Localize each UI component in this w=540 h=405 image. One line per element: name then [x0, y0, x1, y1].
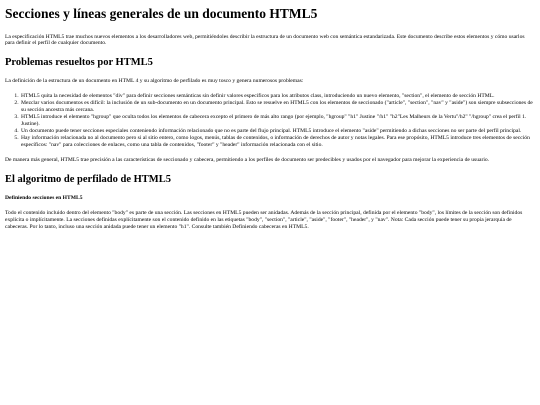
list-item: 2. Mezclar varios documentos es difícil: la inclusión de un sub-documento en un documento principal. Esto se resuelve en HTML5 con los elementos de seccionado ("article", "section", "nav" y "aside") son siempre subsecciones de su sección ancestra más cercana.: [20, 100, 535, 114]
algorithm-heading: El algoritmo de perfilado de HTML5: [5, 173, 171, 185]
problems-heading: Problemas resueltos por HTML5: [5, 57, 153, 69]
list-item: 4. Un documento puede tener secciones especiales conteniendo información relacionado que no es parte del flujo principal. HTML5 introduce el elemento "aside" permitiendo a dichas secciones no ser parte del perfil principal.: [20, 128, 535, 135]
algorithm-subheading: Definiendo secciones en HTML5: [5, 194, 83, 201]
list-item: 5. Hay información relacionada no al documento pero si al sitio entero, como logos, menús, tablas de contenidos, o información de derechos de autor y notas legales. Para ese propósito, HTML5 introduce tres elementos de sección específicos: "nav" para colecciones de enlaces, como una tabla de contenidos, "footer" y "header" información relacionada con el sitio.: [20, 135, 535, 149]
list-item: 3. HTML5 introduce el elemento "hgroup" que oculta todos los elementos de cabecera excepto el primero de más alto rango (por ejemplo, "hgroup" "h1" Justine "/h1" "h2"Les Malheurs de la Vertu"/h2" "/hgroup" crea el perfil 1. Justine).: [20, 114, 535, 128]
page-title: Secciones y líneas generales de un documento HTML5: [5, 6, 318, 21]
algorithm-body-paragraph: Todo el contenido incluido dentro del elemento "body" es parte de una sección. Las secciones en HTML5 pueden ser anidadas. Además de la sección principal, definida por el elemento "body", los límites de la sección son definidos explícita o implícitamente. La secciones definidas explícitamente son el contenido definido en las etiquetas "body", "section", "article", "aside", "footer", "header", y "nav". Nota: Cada sección puede tener su propia jerarquía de cabeceras. Por lo tanto, incluso una sección anidada puede tener un elemento "h1". Consulte también Definiendo cabeceras en HTML5.: [5, 210, 523, 231]
list-item: 1. HTML5 quita la necesidad de elementos "div" para definir secciones semánticas sin definir valores específicos para los atributos class, introduciendo un nuevo elemento, "section", el elemento de sección HTML.: [20, 93, 535, 100]
problems-summary-paragraph: De manera más general, HTML5 trae precisión a las características de seccionado y cabecera, permitiendo a los perfiles de documento ser predecibles y usados por el navegador para mejorar la experiencia de usuario.: [5, 156, 490, 163]
problems-list: [5, 93, 535, 148]
intro-paragraph: La especificación HTML5 trae muchos nuevos elementos a los desarrolladores web, permitiéndoles describir la estructura de un documento web con semántica estandarizada. Este documento describe estos elementos y cómo usarlos para definir el perfil de cualquier documento.: [5, 33, 525, 47]
problems-lead-paragraph: La definición de la estructura de un documento en HTML 4 y su algoritmo de perfilado es muy tosco y genera numerosos problemas:: [5, 78, 304, 85]
